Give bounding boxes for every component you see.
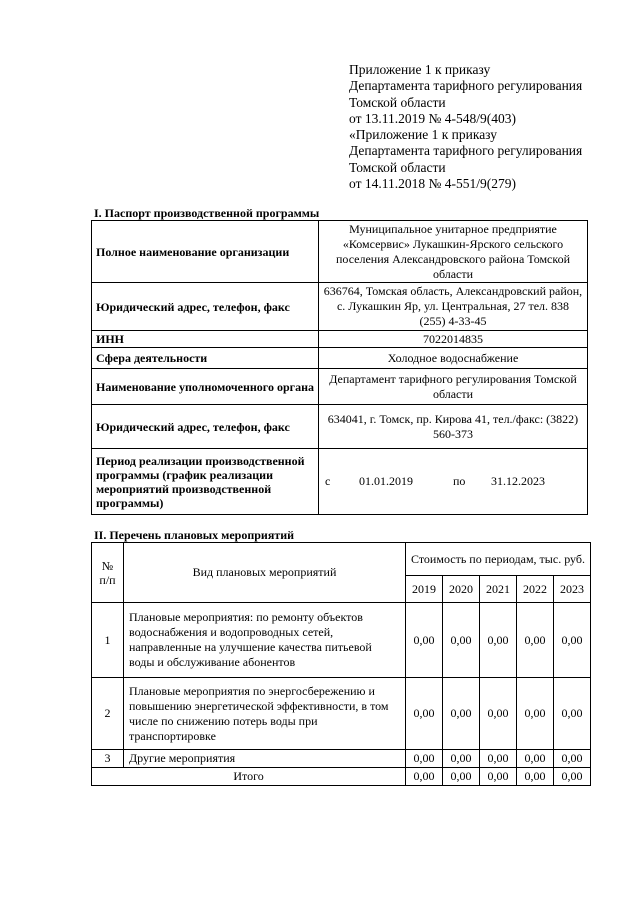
header-line: от 13.11.2019 № 4-548/9(403) [349,110,516,126]
passport-table [91,220,588,515]
passport-label: Период реализации производственной программы (график реализации мероприятий производственной программы) [92,449,319,515]
header-line: Департамента тарифного регулирования [349,78,583,94]
cost-value: 0,00 [443,750,480,768]
total-value: 0,00 [443,768,480,786]
header-line: Департамента тарифного регулирования [349,143,583,159]
passport-label: Сфера деятельности [92,348,319,369]
cost-value: 0,00 [517,603,554,678]
total-value: 0,00 [554,768,591,786]
period-to-word: по [453,474,466,488]
cost-value: 0,00 [517,750,554,768]
passport-row [92,405,588,449]
period-from-word: с [325,474,331,488]
cost-value: 0,00 [480,750,517,768]
passport-row [92,221,588,283]
document-header [349,62,582,192]
passport-row [92,348,588,369]
row-num: 2 [92,678,124,750]
passport-value: Холодное водоснабжение [319,348,588,369]
passport-row [92,449,588,515]
cost-value: 0,00 [554,750,591,768]
passport-value: Департамент тарифного регулирования Томской области [319,369,588,405]
header-line: от 14.11.2018 № 4-551/9(279) [349,176,516,192]
cost-value: 0,00 [554,678,591,750]
period-from-date: 01.01.2019 [359,474,413,488]
passport-row [92,283,588,331]
cost-value: 0,00 [406,603,443,678]
header-line: Приложение 1 к приказу [349,62,491,77]
activity-row [92,750,591,768]
header-line: «Приложение 1 к приказу [349,127,497,143]
passport-label: Юридический адрес, телефон, факс [92,283,319,331]
passport-label: Юридический адрес, телефон, факс [92,405,319,449]
activity-row [92,603,591,678]
year-header: 2019 [406,576,443,603]
row-num: 3 [92,750,124,768]
header-line: Томской области [349,94,446,110]
activity-row [92,678,591,750]
period-cell [319,449,588,515]
total-label: Итого [92,768,406,786]
total-value: 0,00 [480,768,517,786]
cost-value: 0,00 [443,678,480,750]
cost-value: 0,00 [517,678,554,750]
passport-label: ИНН [92,331,319,348]
col-cost-header: Стоимость по периодам, тыс. руб. [406,543,591,576]
year-header: 2022 [517,576,554,603]
total-value: 0,00 [517,768,554,786]
cost-value: 0,00 [443,603,480,678]
year-header: 2021 [480,576,517,603]
year-header: 2023 [554,576,591,603]
cost-value: 0,00 [480,678,517,750]
passport-value: Муниципальное унитарное предприятие «Комсервис» Лукашкин-Ярского сельского поселения Александровского района Томской области [319,221,588,283]
cost-value: 0,00 [480,603,517,678]
cost-value: 0,00 [554,603,591,678]
activity-text: Другие мероприятия [124,750,406,768]
activities-header-row [92,543,591,576]
cost-value: 0,00 [406,750,443,768]
header-line: Томской области [349,159,446,175]
cost-value: 0,00 [406,678,443,750]
period-to-date: 31.12.2023 [491,474,545,488]
activity-text: Плановые мероприятия: по ремонту объектов водоснабжения и водопроводных сетей, направленные на улучшение качества питьевой воды и обслуживание абонентов [124,603,406,678]
activities-table [91,542,591,786]
section1-title: I. Паспорт производственной программы [94,206,320,220]
passport-label: Полное наименование организации [92,221,319,283]
section2-title: II. Перечень плановых мероприятий [94,528,295,542]
total-row [92,768,591,786]
passport-row [92,369,588,405]
col-activity-header: Вид плановых мероприятий [124,543,406,603]
col-num-header: № п/п [92,543,124,603]
total-value: 0,00 [406,768,443,786]
passport-label: Наименование уполномоченного органа [92,369,319,405]
passport-value: 636764, Томская область, Александровский район, с. Лукашкин Яр, ул. Центральная, 27 тел. 838 (255) 4-33-45 [319,283,588,331]
row-num: 1 [92,603,124,678]
activity-text: Плановые мероприятия по энергосбережению и повышению энергетической эффективности, в том числе по снижению потерь воды при транспортировке [124,678,406,750]
passport-value: 7022014835 [319,331,588,348]
passport-row [92,331,588,348]
passport-value: 634041, г. Томск, пр. Кирова 41, тел./факс: (3822) 560-373 [319,405,588,449]
year-header: 2020 [443,576,480,603]
